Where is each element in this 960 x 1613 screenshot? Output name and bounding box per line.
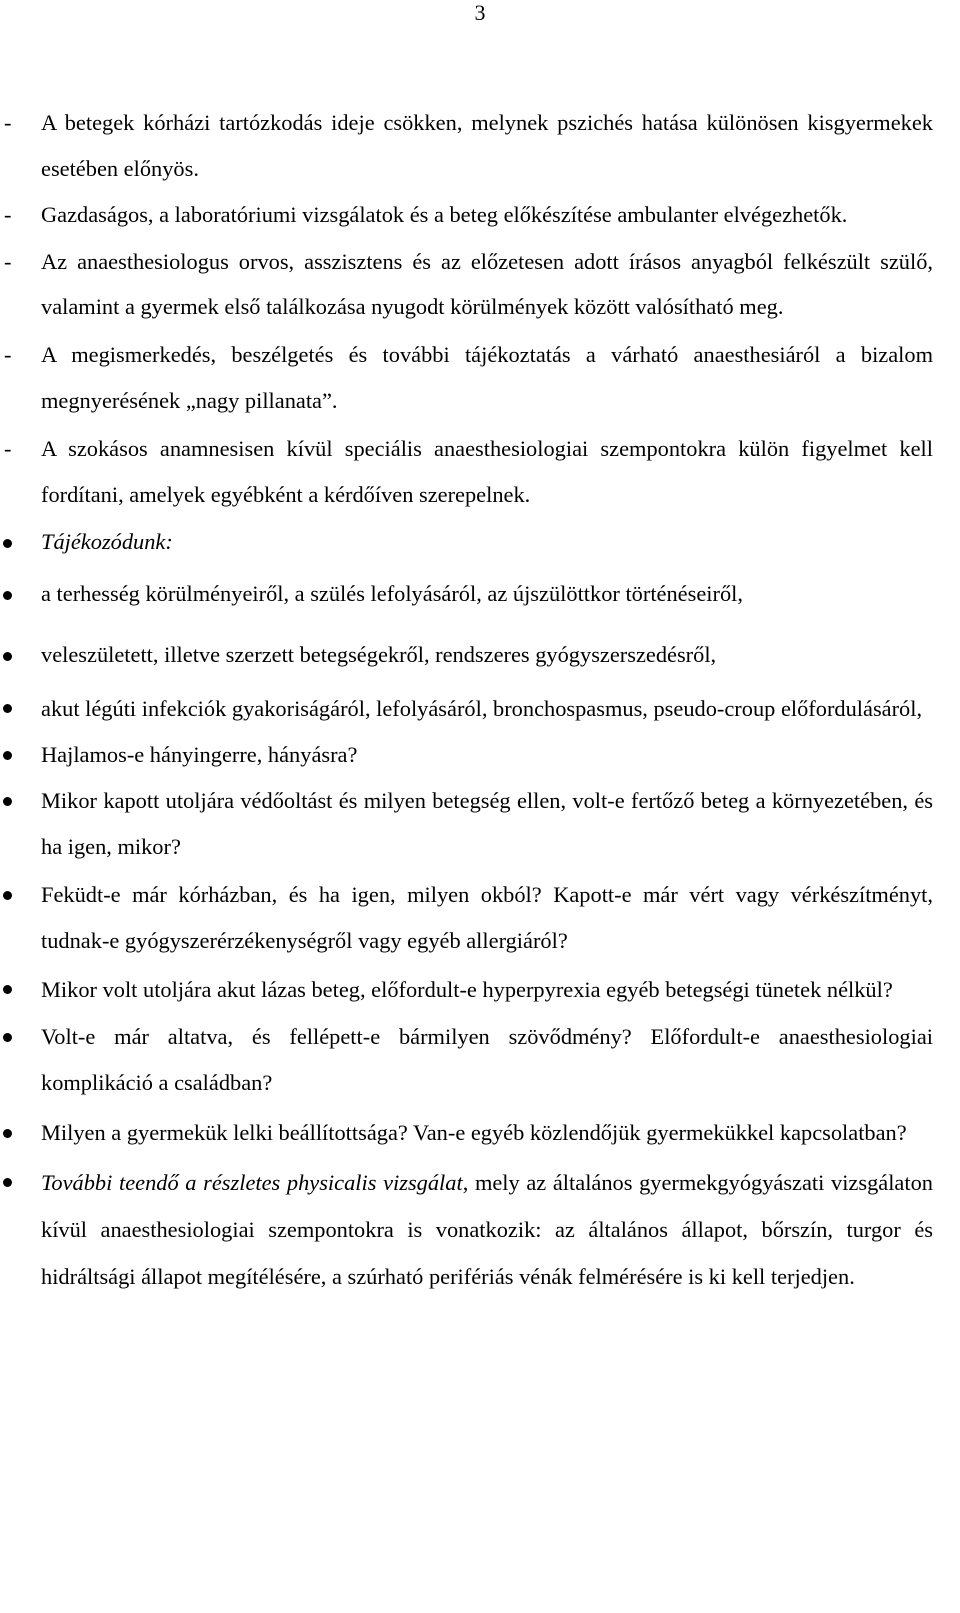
bullet-item-text: Mikor kapott utoljára védőoltást és milyen betegség ellen, volt-e fertőző beteg a környezetében, és ha igen, mikor? [41, 788, 933, 859]
dash-list-item [0, 192, 960, 238]
dash-marker: - [4, 249, 12, 274]
dash-item-text: A megismerkedés, beszélgetés és további tájékoztatás a várható anaesthesiáról a bizalom megnyerésének „nagy pillanata”. [41, 342, 933, 413]
bullet-item-text: Volt-e már altatva, és fellépett-e bármilyen szövődmény? Előfordult-e anaesthesiologiai komplikáció a családban? [41, 1024, 933, 1095]
dash-marker: - [4, 202, 12, 227]
dash-item-text: A betegek kórházi tartózkodás ideje csökken, melynek pszichés hatása különösen kisgyermekek esetében előnyös. [41, 110, 933, 181]
document-body [0, 100, 960, 1300]
bullet-item-text: Milyen a gyermekük lelki beállítottsága? Van-e egyéb közlendőjük gyermekükkel kapcsolatban? [41, 1120, 907, 1145]
dash-item-text: A szokásos anamnesisen kívül speciális anaesthesiologiai szempontokra külön figyelmet kell fordítani, amelyek egyébként a kérdőíven szerepelnek. [41, 436, 933, 507]
bullet-item-text: Hajlamos-e hányingerre, hányásra? [41, 742, 358, 767]
physical-exam-text: , mely az általános gyermekgyógyászati vizsgálaton kívül anaesthesiologiai szempontokra is vonatkozik: az általános állapot, bőrszín, turgor és hidráltsági állapot megítélésére, a szúrható perifériás vénák felmérésére is ki kell terjedjen. [41, 1170, 933, 1289]
dash-list-item [0, 426, 960, 518]
bullet-list-item [0, 778, 960, 870]
dash-item-text: Az anaesthesiologus orvos, asszisztens és az előzetesen adott írásos anyagból felkészült szülő, valamint a gyermek első találkozása nyugodt körülmények között valósítható meg. [41, 249, 933, 319]
bullet-heading: Tájékozódunk: [41, 529, 173, 554]
bullet-icon [3, 539, 12, 548]
physical-exam-emphasis: További teendő a részletes physicalis vizsgálat [41, 1170, 463, 1195]
bullet-item-text: Feküdt-e már kórházban, és ha igen, milyen okból? Kapott-e már vért vagy vérkészítményt, tudnak-e gyógyszerérzékenységről vagy egyéb allergiáról? [41, 882, 933, 953]
bullet-list-item [0, 1014, 960, 1106]
dash-item-text: Gazdaságos, a laboratóriumi vizsgálatok és a beteg előkészítése ambulanter elvégezhetők. [41, 202, 848, 227]
dash-marker: - [4, 110, 12, 135]
bullet-item-text: veleszületett, illetve szerzett betegségekről, rendszeres gyógyszerszedésről, [41, 642, 717, 667]
bullet-item-text: a terhesség körülményeiről, a szülés lefolyásáról, az újszülöttkor történéseiről, [41, 581, 743, 606]
bullet-list-item [0, 685, 960, 732]
bullet-icon [3, 704, 12, 713]
bullet-list-item [0, 633, 960, 677]
bullet-icon [3, 652, 12, 661]
bullet-heading-item [0, 520, 960, 564]
bullet-item-text: akut légúti infekciók gyakoriságáról, lefolyásáról, bronchospasmus, pseudo-croup előfordulásáról, [41, 696, 923, 721]
bullet-icon [3, 1129, 12, 1138]
bullet-icon [3, 591, 12, 600]
dash-list-item [0, 239, 960, 329]
dash-list-item [0, 100, 960, 192]
page-number: 3 [474, 0, 486, 25]
bullet-list-item [0, 1110, 960, 1156]
bullet-icon [3, 1033, 12, 1042]
dash-marker: - [4, 342, 12, 367]
dash-marker: - [4, 436, 12, 461]
bullet-list-item [0, 732, 960, 778]
bullet-icon [3, 1178, 12, 1187]
bullet-icon [3, 751, 12, 760]
bullet-icon [3, 797, 12, 806]
bullet-list-item [0, 872, 960, 964]
bullet-list-item [0, 966, 960, 1013]
bullet-icon [3, 891, 12, 900]
bullet-list-item [0, 572, 960, 616]
bullet-item-text: Mikor volt utoljára akut lázas beteg, előfordult-e hyperpyrexia egyéb betegségi tünetek nélkül? [41, 977, 893, 1002]
bullet-icon [3, 985, 12, 994]
dash-list-item [0, 332, 960, 424]
bullet-list-item [0, 1159, 960, 1300]
